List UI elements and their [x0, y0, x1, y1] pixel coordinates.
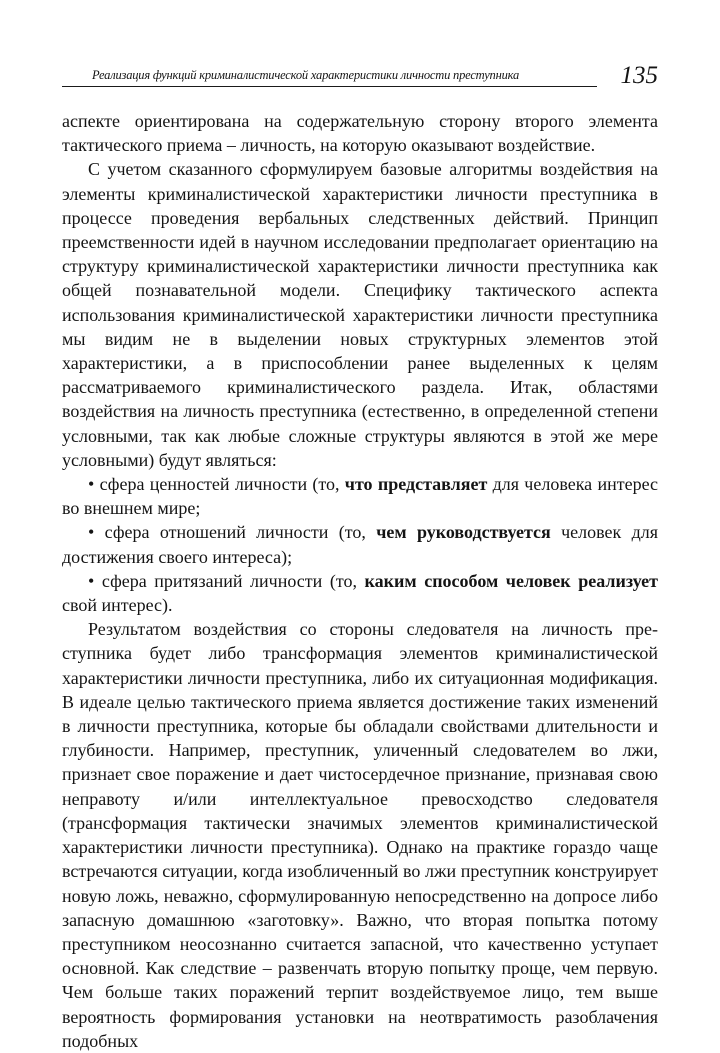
- bullet-emphasis: каким способом человек реализует: [364, 570, 659, 591]
- bullet-text: для человека интерес во внешнем мире;: [62, 474, 659, 519]
- bullet-text: • сфера ценностей личности (то,: [88, 474, 345, 495]
- bullet-text: свой интерес).: [62, 595, 173, 616]
- bullet-emphasis: что представляет: [344, 474, 488, 495]
- bullet-text: • сфера притязаний личности (то,: [88, 570, 365, 591]
- running-header: [62, 58, 658, 94]
- bullet-relations: [62, 520, 658, 568]
- body-text: [62, 109, 658, 1053]
- bullet-emphasis: чем руководствуется: [376, 522, 551, 543]
- bullet-text: • сфера отношений личности (то,: [88, 522, 377, 543]
- bullet-values: [62, 472, 658, 520]
- bullet-claims: [62, 569, 658, 617]
- header-rule: [62, 86, 597, 87]
- paragraph-algorithms: С учетом сказанного сформулируем базовые алгоритмы воздействия на элементы криминалистической характеристики личности преступника в процессе проведения вербальных следственных действий. Принцип преемственности идей в научном исследовании предполагает ориентацию на структуру криминалистической характеристики личности преступника как общей познавательной модели. Специфику тактического аспекта использования криминалистической характеристики личности преступника мы видим не в выделении новых структурных элементов этой характеристики, а в приспособлении ранее выделенных к целям рассматриваемого криминалистического раздела. Итак, областями воздействия на личность преступника (естественно, в определенной степени условными, так как любые сложные структуры являются в этой же мере условными) будут являться:: [62, 159, 658, 470]
- bullet-text: человек для достижения своего интереса);: [62, 522, 658, 567]
- page-number: 135: [620, 62, 658, 89]
- paragraph-continued: аспекте ориентирована на содержательную сторону второго элемента тактического приема – личность, на которую оказывают воздействие.: [62, 111, 658, 156]
- running-title: Реализация функций криминалистической характеристики личности преступника: [92, 68, 520, 82]
- paragraph-result: Результатом воздействия со стороны следователя на личность преступника будет либо трансформация элементов криминалистической характеристики личности преступника, либо их ситуационная модификация. В идеале целью тактического приема является достижение таких изменений в личности преступника, которые бы обладали свойствами длительности и глубиности. Например, преступник, уличенный следователем во лжи, признает свое поражение и дает чистосердечное признание, признавая свою неправоту и/или интеллектуальное превосходство следователя (трансформация тактически значимых элементов криминалистической характеристики личности преступника). Однако на практике гораздо чаще встречаются ситуации, когда изобличенный во лжи преступник конструирует новую ложь, неважно, сформулированную непосредственно на допросе либо запасную домашнюю «заготовку». Важно, что вторая попытка потому преступником неосознанно считается запасной, что качественно уступает основной. Как следствие – развенчать вторую попытку проще, чем первую. Чем больше таких поражений терпит воздействуемое лицо, тем выше вероятность формирования установки на неотвратимость разоблачения подобных: [62, 619, 658, 1051]
